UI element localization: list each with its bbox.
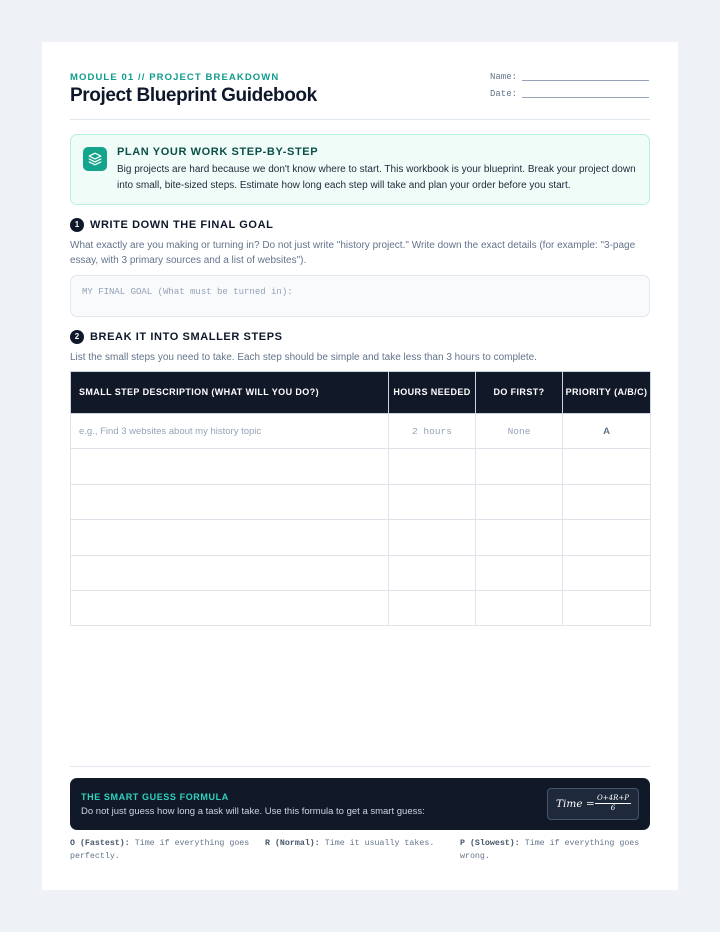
- formula-equation: [547, 788, 639, 820]
- section-2-number: 2: [70, 330, 84, 344]
- formula-subtitle: Do not just guess how long a task will take. Use this formula to get a smart guess:: [81, 806, 425, 817]
- col-header-priority: PRIORITY (A/B/C): [563, 372, 651, 414]
- priority-cell[interactable]: [563, 449, 651, 484]
- formula-panel: [70, 778, 650, 830]
- hours-cell[interactable]: [389, 590, 476, 625]
- legend-item-slowest: [460, 837, 640, 863]
- example-description[interactable]: e.g., Find 3 websites about my history topic: [71, 414, 389, 449]
- name-line[interactable]: [522, 80, 649, 81]
- legend-key: O (Fastest):: [70, 839, 130, 848]
- section-2-description: List the small steps you need to take. Each step should be simple and take less than 3 hours to complete.: [70, 352, 537, 363]
- table-header-row: [71, 372, 651, 414]
- date-line[interactable]: [522, 97, 649, 98]
- example-do-first[interactable]: None: [476, 414, 563, 449]
- module-eyebrow: MODULE 01 // PROJECT BREAKDOWN: [70, 72, 280, 83]
- steps-table: [70, 371, 651, 626]
- step-cell[interactable]: [71, 484, 389, 519]
- name-label: Name:: [490, 72, 518, 82]
- table-row: [71, 590, 651, 625]
- table-row: [71, 520, 651, 555]
- do-first-cell[interactable]: [476, 590, 563, 625]
- priority-cell[interactable]: [563, 555, 651, 590]
- col-header-hours: HOURS NEEDED: [389, 372, 476, 414]
- date-label: Date:: [490, 89, 518, 99]
- legend-key: R (Normal):: [265, 839, 320, 848]
- table-row: [71, 449, 651, 484]
- do-first-cell[interactable]: [476, 555, 563, 590]
- hours-cell[interactable]: [389, 484, 476, 519]
- callout-title: PLAN YOUR WORK STEP-BY-STEP: [117, 146, 319, 158]
- header-divider: [70, 119, 650, 120]
- hours-cell[interactable]: [389, 520, 476, 555]
- callout-body: Big projects are hard because we don't know where to start. This workbook is your blueprint. Break your project down into small, bite-sized steps. Estimate how long each step will take and plan your order before you start.: [117, 164, 636, 191]
- legend-text: Time if everything goes perfectly.: [70, 839, 250, 861]
- section-2-title: BREAK IT INTO SMALLER STEPS: [90, 331, 283, 343]
- formula-lhs: Time =: [556, 798, 595, 810]
- worksheet-page: [42, 42, 678, 890]
- example-priority[interactable]: A: [563, 414, 651, 449]
- col-header-do-first: DO FIRST?: [476, 372, 563, 414]
- section-1-title: WRITE DOWN THE FINAL GOAL: [90, 219, 274, 231]
- priority-cell[interactable]: [563, 520, 651, 555]
- table-row-example: [71, 414, 651, 449]
- table-row: [71, 484, 651, 519]
- formula-fraction: [595, 794, 631, 813]
- priority-cell[interactable]: [563, 484, 651, 519]
- legend-key: P (Slowest):: [460, 839, 520, 848]
- example-hours[interactable]: 2 hours: [389, 414, 476, 449]
- final-goal-placeholder: MY FINAL GOAL (What must be turned in):: [82, 287, 293, 297]
- section-1-description: What exactly are you making or turning in? Do not just write "history project." Write down the exact details (for example: "3-page essay, with 3 primary sources and a list of websites").: [70, 240, 636, 266]
- hours-cell[interactable]: [389, 449, 476, 484]
- step-cell[interactable]: [71, 555, 389, 590]
- page-title: Project Blueprint Guidebook: [70, 85, 317, 106]
- name-field[interactable]: [490, 72, 517, 82]
- footer-divider: [70, 766, 650, 767]
- final-goal-input[interactable]: [70, 275, 650, 317]
- layers-icon: [83, 147, 107, 171]
- formula-denominator: 6: [610, 804, 616, 812]
- intro-callout: [70, 134, 650, 205]
- step-cell[interactable]: [71, 449, 389, 484]
- do-first-cell[interactable]: [476, 449, 563, 484]
- table-row: [71, 555, 651, 590]
- legend-item-normal: [265, 837, 445, 850]
- section-2-header: [70, 330, 283, 344]
- step-cell[interactable]: [71, 520, 389, 555]
- do-first-cell[interactable]: [476, 484, 563, 519]
- legend-text: Time it usually takes.: [324, 839, 435, 848]
- legend-item-fastest: [70, 837, 250, 863]
- legend-text: Time if everything goes wrong.: [460, 839, 640, 861]
- formula-numerator: O+4R+P: [595, 794, 631, 804]
- priority-cell[interactable]: [563, 590, 651, 625]
- section-1-header: [70, 218, 273, 232]
- hours-cell[interactable]: [389, 555, 476, 590]
- col-header-description: SMALL STEP DESCRIPTION (WHAT WILL YOU DO?): [71, 372, 389, 414]
- do-first-cell[interactable]: [476, 520, 563, 555]
- formula-title: THE SMART GUESS FORMULA: [81, 792, 229, 802]
- section-1-number: 1: [70, 218, 84, 232]
- step-cell[interactable]: [71, 590, 389, 625]
- date-field[interactable]: [490, 89, 517, 99]
